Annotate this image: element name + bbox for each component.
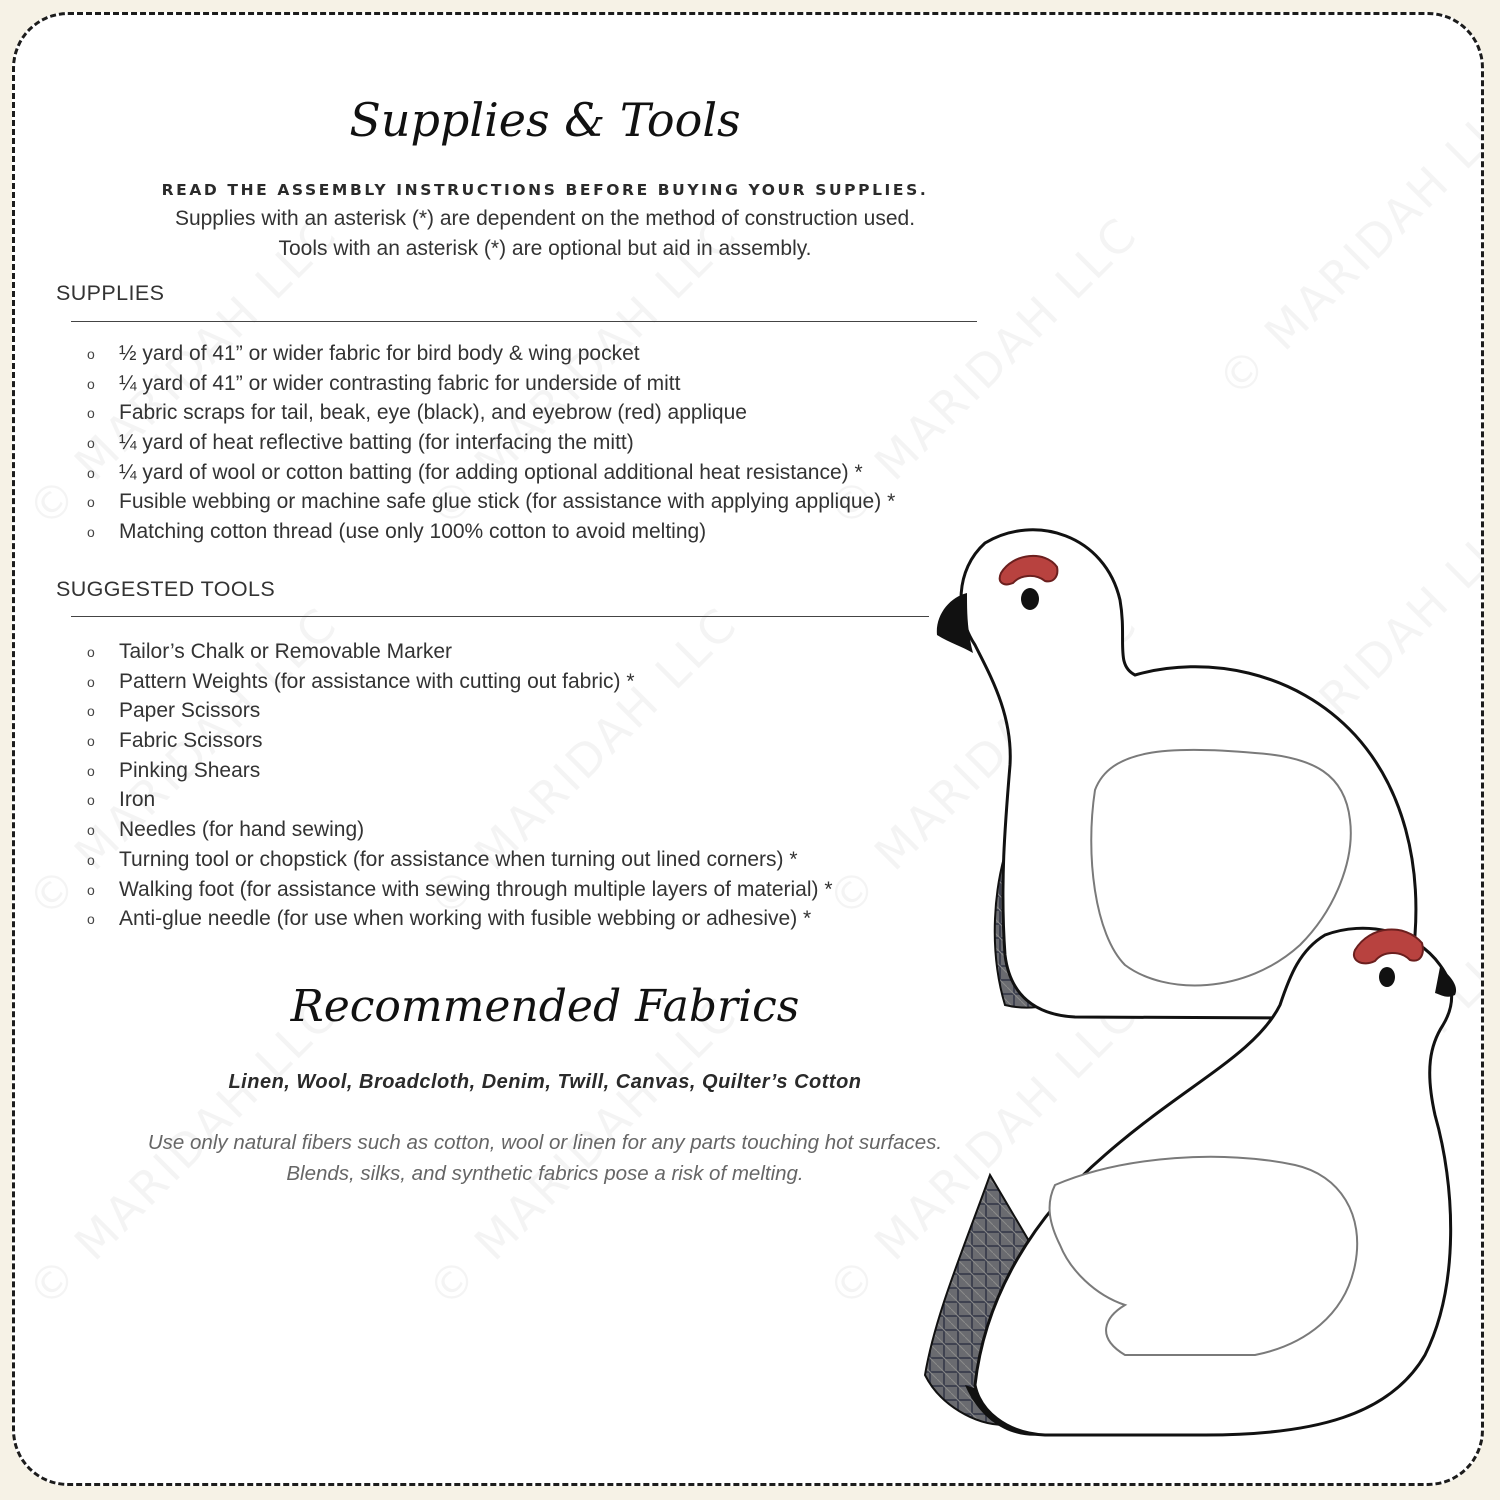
page-title: Supplies & Tools xyxy=(349,93,741,147)
list-item xyxy=(87,398,895,428)
intro-line: Supplies with an asterisk (*) are dependent on the method of construction used. xyxy=(174,207,916,230)
tool-item-text: Pattern Weights (for assistance with cutting out fabric) * xyxy=(119,669,635,693)
tool-item-text: Pinking Shears xyxy=(119,758,261,782)
list-item xyxy=(87,845,833,875)
supplies-heading: SUPPLIES xyxy=(56,281,165,305)
list-item xyxy=(87,875,833,905)
fabrics-list: Linen, Wool, Broadcloth, Denim, Twill, Canvas, Quilter’s Cotton xyxy=(228,1071,862,1093)
bullet-icon: o xyxy=(87,375,95,392)
tool-item-text: Fabric Scissors xyxy=(119,729,263,753)
tools-divider xyxy=(71,616,929,617)
supply-item-text: ¼ yard of wool or cotton batting (for adding optional additional heat resistance) * xyxy=(119,460,863,484)
list-item xyxy=(87,696,833,726)
supply-item-text: ½ yard of 41” or wider fabric for bird body & wing pocket xyxy=(119,342,640,365)
bullet-icon: o xyxy=(87,822,95,839)
tools-heading: SUGGESTED TOOLS xyxy=(56,577,276,601)
supplies-divider xyxy=(71,321,977,322)
bullet-icon: o xyxy=(87,733,95,750)
bullet-icon: o xyxy=(87,346,95,362)
bullet-icon: o xyxy=(87,405,95,422)
tool-item-text: Anti-glue needle (for use when working with fusible webbing or adhesive) * xyxy=(119,907,812,931)
fabrics-heading: Recommended Fabrics xyxy=(290,981,800,1032)
list-item xyxy=(87,667,833,697)
intro-line: Tools with an asterisk (*) are optional but aid in assembly. xyxy=(278,237,812,260)
bullet-icon: o xyxy=(87,762,95,779)
list-item xyxy=(87,339,895,369)
tool-item-text: Paper Scissors xyxy=(119,699,261,723)
bullet-icon: o xyxy=(87,851,95,868)
list-item xyxy=(87,637,833,667)
tool-item-text: Needles (for hand sewing) xyxy=(119,818,365,842)
bullet-icon: o xyxy=(87,494,95,511)
bullet-icon: o xyxy=(87,673,95,690)
watermark xyxy=(1207,76,1484,408)
bullet-icon: o xyxy=(87,644,95,660)
supply-item-text: Matching cotton thread (use only 100% cotton to avoid melting) xyxy=(119,520,707,544)
supplies-list xyxy=(87,339,895,547)
list-item xyxy=(87,428,895,458)
tool-item-text: Iron xyxy=(119,788,156,812)
list-item xyxy=(87,815,833,845)
list-item xyxy=(87,369,895,399)
ptarmigan-mitts-illustration xyxy=(895,525,1484,1485)
list-item xyxy=(87,904,833,934)
list-item xyxy=(87,458,895,488)
tool-item-text: Walking foot (for assistance with sewing through multiple layers of material) * xyxy=(119,877,833,901)
tool-item-text: Tailor’s Chalk or Removable Marker xyxy=(119,640,453,663)
tool-item-text: Turning tool or chopstick (for assistance when turning out lined corners) * xyxy=(119,847,798,871)
supply-item-text: ¼ yard of 41” or wider contrasting fabric for underside of mitt xyxy=(119,371,681,395)
bullet-icon: o xyxy=(87,792,95,809)
bullet-icon: o xyxy=(87,464,95,481)
tools-list xyxy=(87,637,833,934)
list-item xyxy=(87,517,895,547)
pattern-card xyxy=(12,12,1484,1486)
supply-item-text: Fusible webbing or machine safe glue stick (for assistance with applying applique) * xyxy=(119,490,896,514)
supply-item-text: ¼ yard of heat reflective batting (for interfacing the mitt) xyxy=(119,431,634,455)
eye-icon xyxy=(1021,588,1039,610)
bullet-icon: o xyxy=(87,703,95,720)
list-item xyxy=(87,785,833,815)
supply-item-text: Fabric scraps for tail, beak, eye (black), and eyebrow (red) applique xyxy=(119,401,747,425)
list-item xyxy=(87,726,833,756)
bullet-icon: o xyxy=(87,911,95,928)
bullet-icon: o xyxy=(87,435,95,452)
list-item xyxy=(87,756,833,786)
eye-icon xyxy=(1379,967,1395,987)
assembly-notice: READ THE ASSEMBLY INSTRUCTIONS BEFORE BUYING YOUR SUPPLIES. xyxy=(161,181,929,199)
bullet-icon: o xyxy=(87,524,95,541)
fabrics-note-line: Blends, silks, and synthetic fabrics pose a risk of melting. xyxy=(286,1162,804,1185)
list-item xyxy=(87,487,895,517)
bullet-icon: o xyxy=(87,881,95,898)
fabrics-note-line: Use only natural fibers such as cotton, wool or linen for any parts touching hot surfaces. xyxy=(147,1131,943,1154)
